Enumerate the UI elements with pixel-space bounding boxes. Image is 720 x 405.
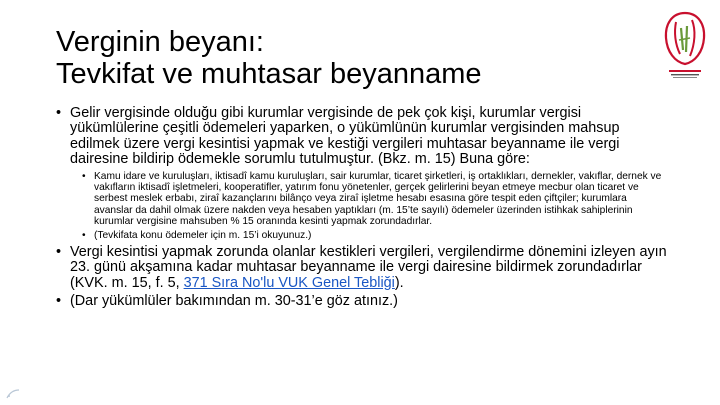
- bullet-2-text-before: Vergi kesintisi yapmak zorunda olanlar kestikleri vergileri, vergilendirme dönemini izleyen ayın 23. günü akşamına kadar muhtasar beyanname ile vergi dairesine bildirmek zorundadırlar (KVK. m. 15, f. 5,: [70, 244, 667, 291]
- sub-bullet-2: [82, 230, 668, 241]
- corner-mark-icon: [6, 388, 20, 400]
- bullet-2-text-after: ).: [394, 274, 404, 291]
- bullet-1-text: Gelir vergisinde olduğu gibi kurumlar vergisinde de pek çok kişi, kurumlar vergisi yükümlülerine çeşitli ödemeleri yaparken, o yükümlünün kurumlar vergisinden mahsup edilmek üzere vergi kesintisi yapmak ve kestiği vergileri muhtasar beyanname ile vergi dairesine bildirip ödemekle sorumlu tutulmuştur. (Bkz. m. 15) Buna göre:: [70, 105, 620, 168]
- sub-bullet-1: [82, 171, 668, 228]
- bullet-1: [56, 106, 668, 168]
- vuk-teblig-link[interactable]: 371 Sıra No'lu VUK Genel Tebliği: [183, 274, 395, 291]
- slide-title: [56, 26, 616, 90]
- bullet-2: [56, 245, 668, 291]
- content: [56, 106, 668, 313]
- bullet-3: [56, 294, 668, 309]
- bullet-3-text: (Dar yükümlüler bakımından m. 30-31’e göz atınız.): [70, 293, 398, 310]
- sub-bullet-1-text: Kamu idare ve kuruluşları, iktisadî kamu kuruluşları, sair kurumlar, ticaret şirketleri, iş ortaklıkları, dernekler, vakıflar, dernek ve vakıfların iktisadî işletmeleri, kooperatifler, yatırım fonu yönetenler, gerçek gelirlerini beyan etmeye mecbur olan ticaret ve serbest meslek erbabı, ziraî kazançlarını bilânço veya ziraî işletme hesabı esasına göre tespit eden çiftçiler; kurumlara avanslar da dahil olmak üzere nakden veya hesaben yaptıkları (m. 15’te sayılı) ödemeler üzerinden istihkak sahiplerinin kurumlar vergisine mahsuben % 15 oranında kesinti yapmak zorundadırlar.: [94, 170, 662, 228]
- sub-bullet-2-text: (Tevkifata konu ödemeler için m. 15’i okuyunuz.): [94, 229, 312, 241]
- title-line-2: Tevkifat ve muhtasar beyanname: [56, 58, 482, 90]
- university-logo-icon: [662, 10, 708, 88]
- title-line-1: Verginin beyanı:: [56, 26, 264, 58]
